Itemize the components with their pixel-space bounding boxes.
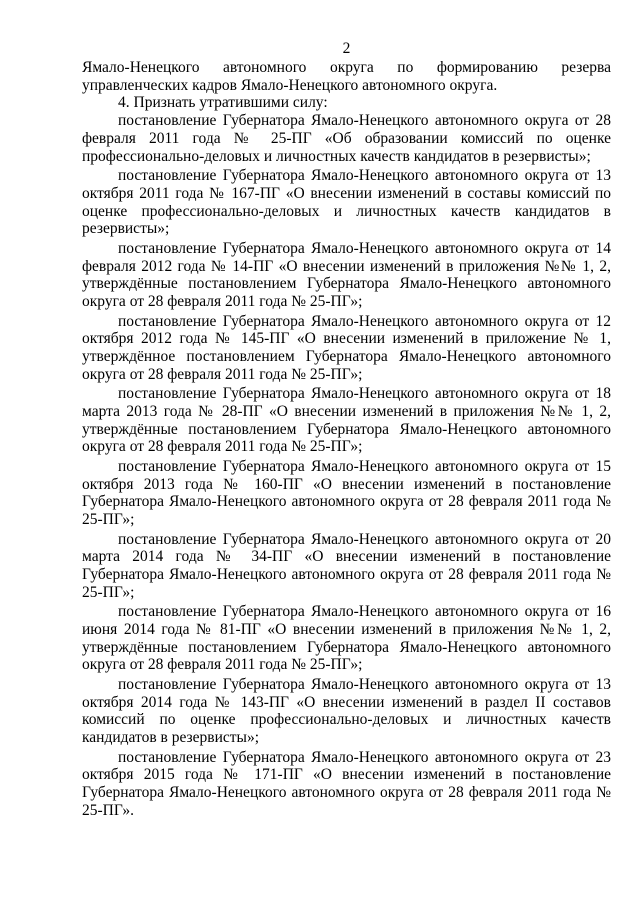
repealed-acts-list xyxy=(82,112,611,819)
list-item: постановление Губернатора Ямало-Ненецкого автономного округа от 14 февраля 2012 года № 14-ПГ «О внесении изменений в приложения №№ 1, 2, утверждённые постановлением Губернатора Ямало-Ненецкого автономного округа от 28 февраля 2011 года № 25-ПГ»; xyxy=(82,240,611,310)
list-item: постановление Губернатора Ямало-Ненецкого автономного округа от 13 октября 2014 года № 143-ПГ «О внесении изменений в раздел II составов комиссий по оценке профессионально-деловых и личностных качеств кандидатов в резервисты»; xyxy=(82,676,611,746)
list-item: постановление Губернатора Ямало-Ненецкого автономного округа от 16 июня 2014 года № 81-ПГ «О внесении изменений в приложения №№ 1, 2, утверждённые постановлением Губернатора Ямало-Ненецкого автономного округа от 28 февраля 2011 года № 25-ПГ»; xyxy=(82,603,611,674)
list-item: постановление Губернатора Ямало-Ненецкого автономного округа от 23 октября 2015 года № 171-ПГ «О внесении изменений в постановление Губернатора Ямало-Ненецкого автономного округа от 28 февраля 2011 года № 25-ПГ». xyxy=(82,748,611,819)
list-item: постановление Губернатора Ямало-Ненецкого автономного округа от 15 октября 2013 года № 160-ПГ «О внесении изменений в постановление Губернатора Ямало-Ненецкого автономного округа от 28 февраля 2011 года № 25-ПГ»; xyxy=(82,458,611,528)
list-item: постановление Губернатора Ямало-Ненецкого автономного округа от 13 октября 2011 года № 167-ПГ «О внесении изменений в составы комиссий по оценке профессионально-деловых и личностных качеств кандидатов в резервисты»; xyxy=(82,167,611,238)
list-item: постановление Губернатора Ямало-Ненецкого автономного округа от 28 февраля 2011 года № 25-ПГ «Об образовании комиссий по оценке профессионально-деловых и личностных качеств кандидатов в резервисты»; xyxy=(82,112,611,165)
page-number: 2 xyxy=(342,40,351,57)
paragraph-continuation: Ямало-Ненецкого автономного округа по формированию резерва управленческих кадров Ямало-Ненецкого автономного округа. xyxy=(82,59,611,94)
list-item: постановление Губернатора Ямало-Ненецкого автономного округа от 18 марта 2013 года № 28-ПГ «О внесении изменений в приложения №№ 1, 2, утверждённые постановлением Губернатора Ямало-Ненецкого автономного округа от 28 февраля 2011 года № 25-ПГ»; xyxy=(82,385,611,456)
list-item: постановление Губернатора Ямало-Ненецкого автономного округа от 12 октября 2012 года № 145-ПГ «О внесении изменений в приложение № 1, утверждённое постановлением Губернатора Ямало-Ненецкого автономного округа от 28 февраля 2011 года № 25-ПГ»; xyxy=(82,312,611,383)
paragraph-item-4-heading: 4. Признать утратившими силу: xyxy=(118,94,328,112)
list-item: постановление Губернатора Ямало-Ненецкого автономного округа от 20 марта 2014 года № 34-ПГ «О внесении изменений в постановление Губернатора Ямало-Ненецкого автономного округа от 28 февраля 2011 года № 25-ПГ»; xyxy=(82,530,611,601)
